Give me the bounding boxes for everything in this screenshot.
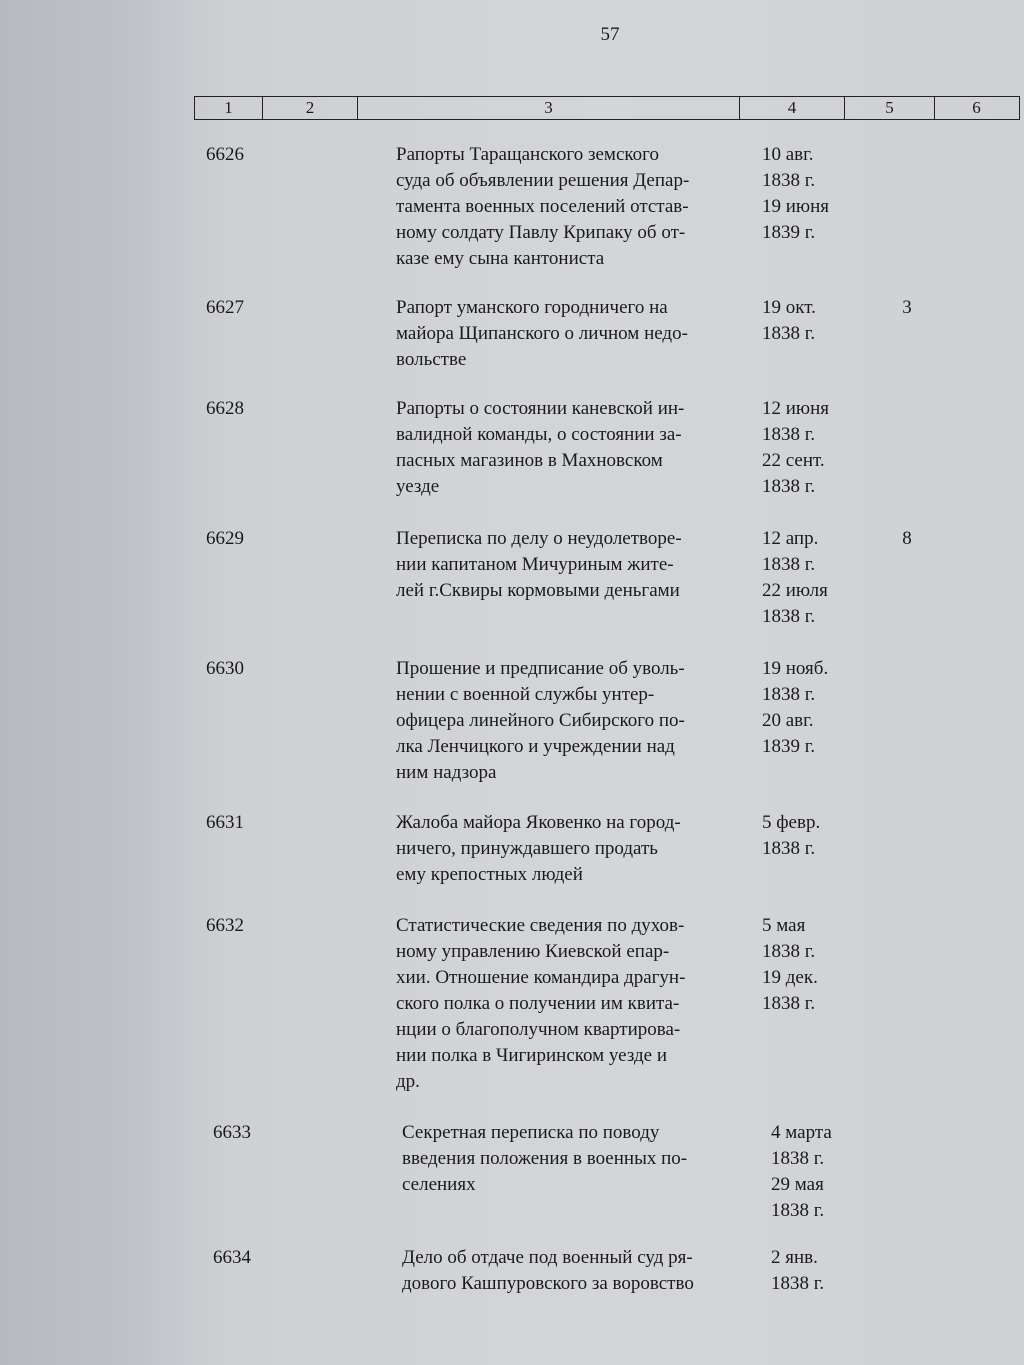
date-line: 1838 г. <box>762 323 816 344</box>
entry-dates <box>762 656 872 760</box>
description-line: нии полка в Чигиринском уезде и <box>396 1045 668 1066</box>
description-line: пасных магазинов в Махновском <box>396 450 663 471</box>
date-line: 1838 г. <box>771 1273 825 1294</box>
entry-number: 6632 <box>206 915 244 936</box>
date-line: 1839 г. <box>762 222 816 243</box>
entry-number: 6628 <box>206 398 244 419</box>
column-header-1: 1 <box>195 97 263 119</box>
date-line: 12 июня <box>762 398 830 419</box>
date-line: 1838 г. <box>762 684 816 705</box>
date-line: 22 июля <box>762 580 828 601</box>
date-line: 10 авг. <box>762 144 814 165</box>
entry-dates <box>762 913 872 1017</box>
entry-number: 6630 <box>206 658 244 679</box>
entry-number: 6627 <box>206 297 244 318</box>
column-header-5: 5 <box>845 97 935 119</box>
date-line: 5 мая <box>762 915 806 936</box>
date-line: 5 февр. <box>762 812 821 833</box>
entry-description <box>396 913 756 1095</box>
description-line: селениях <box>402 1174 476 1195</box>
description-line: др. <box>396 1071 420 1092</box>
date-line: 19 окт. <box>762 297 816 318</box>
description-line: казе ему сына кантониста <box>396 248 605 269</box>
entry-sheet-count: 8 <box>902 528 912 549</box>
entry-description <box>396 142 756 272</box>
description-line: офицера линейного Сибирского по- <box>396 710 685 731</box>
date-line: 19 нояб. <box>762 658 829 679</box>
description-line: Дело об отдаче под военный суд ря- <box>402 1247 693 1268</box>
entry-dates <box>762 142 872 246</box>
date-line: 29 мая <box>771 1174 824 1195</box>
description-line: ему крепостных людей <box>396 864 583 885</box>
date-line: 1838 г. <box>771 1148 825 1169</box>
date-line: 1838 г. <box>762 170 816 191</box>
date-line: 1838 г. <box>762 941 816 962</box>
date-line: 1838 г. <box>762 554 816 575</box>
page-number: 57 <box>600 24 620 45</box>
description-line: Секретная переписка по поводу <box>402 1122 660 1143</box>
entry-description <box>396 526 756 604</box>
description-line: ному управлению Киевской епар- <box>396 941 670 962</box>
description-line: валидной команды, о состоянии за- <box>396 424 682 445</box>
date-line: 1838 г. <box>762 993 816 1014</box>
date-line: 1838 г. <box>762 424 816 445</box>
column-header-3: 3 <box>358 97 740 119</box>
description-line: Переписка по делу о неудолетворе- <box>396 528 682 549</box>
entry-dates <box>762 396 872 500</box>
description-line: нии капитаном Мичуриным жите- <box>396 554 674 575</box>
description-line: лей г.Сквиры кормовыми деньгами <box>396 580 680 601</box>
description-line: суда об объявлении решения Депар- <box>396 170 690 191</box>
column-header-row <box>194 96 1020 120</box>
entry-number: 6634 <box>213 1247 251 1268</box>
column-header-2: 2 <box>263 97 358 119</box>
description-line: Прошение и предписание об уволь- <box>396 658 685 679</box>
entry-dates <box>762 810 872 862</box>
column-header-4: 4 <box>740 97 845 119</box>
column-header-6: 6 <box>972 98 981 117</box>
entry-dates <box>771 1245 881 1297</box>
date-line: 1838 г. <box>762 476 816 497</box>
description-line: Рапорты о состоянии каневской ин- <box>396 398 685 419</box>
description-line: ному солдату Павлу Крипаку об от- <box>396 222 686 243</box>
description-line: ского полка о получении им квита- <box>396 993 680 1014</box>
entry-dates <box>762 295 872 347</box>
description-line: Рапорт уманского городничего на <box>396 297 668 318</box>
description-line: нении с военной службы унтер- <box>396 684 655 705</box>
description-line: ним надзора <box>396 762 497 783</box>
description-line: Жалоба майора Яковенко на город- <box>396 812 681 833</box>
date-line: 2 янв. <box>771 1247 818 1268</box>
date-line: 19 дек. <box>762 967 818 988</box>
description-line: уезде <box>396 476 440 497</box>
date-line: 1839 г. <box>762 736 816 757</box>
date-line: 12 апр. <box>762 528 819 549</box>
date-line: 1838 г. <box>762 606 816 627</box>
description-line: лка Ленчицкого и учреждении над <box>396 736 675 757</box>
entry-description <box>402 1245 762 1297</box>
description-line: нции о благополучном квартирова- <box>396 1019 681 1040</box>
entry-number: 6626 <box>206 144 244 165</box>
description-line: Статистические сведения по духов- <box>396 915 685 936</box>
entry-description <box>396 295 756 373</box>
date-line: 20 авг. <box>762 710 814 731</box>
date-line: 19 июня <box>762 196 830 217</box>
description-line: майора Щипанского о личном недо- <box>396 323 688 344</box>
description-line: хии. Отношение командира драгун- <box>396 967 686 988</box>
entry-description <box>396 810 756 888</box>
description-line: тамента военных поселений отстав- <box>396 196 689 217</box>
description-line: ничего, принуждавшего продать <box>396 838 658 859</box>
entry-number: 6633 <box>213 1122 251 1143</box>
date-line: 1838 г. <box>762 838 816 859</box>
description-line: дового Кашпуровского за воровство <box>402 1273 694 1294</box>
description-line: введения положения в военных по- <box>402 1148 688 1169</box>
date-line: 1838 г. <box>771 1200 825 1221</box>
description-line: Рапорты Таращанского земского <box>396 144 659 165</box>
entry-description <box>402 1120 762 1198</box>
entry-description <box>396 656 756 786</box>
date-line: 4 марта <box>771 1122 832 1143</box>
entry-dates <box>771 1120 881 1224</box>
facing-page-edge <box>0 0 191 1365</box>
entry-description <box>396 396 756 500</box>
description-line: вольстве <box>396 349 467 370</box>
entry-number: 6629 <box>206 528 244 549</box>
entry-sheet-count: 3 <box>902 297 912 318</box>
date-line: 22 сент. <box>762 450 825 471</box>
entry-number: 6631 <box>206 812 244 833</box>
entry-dates <box>762 526 872 630</box>
